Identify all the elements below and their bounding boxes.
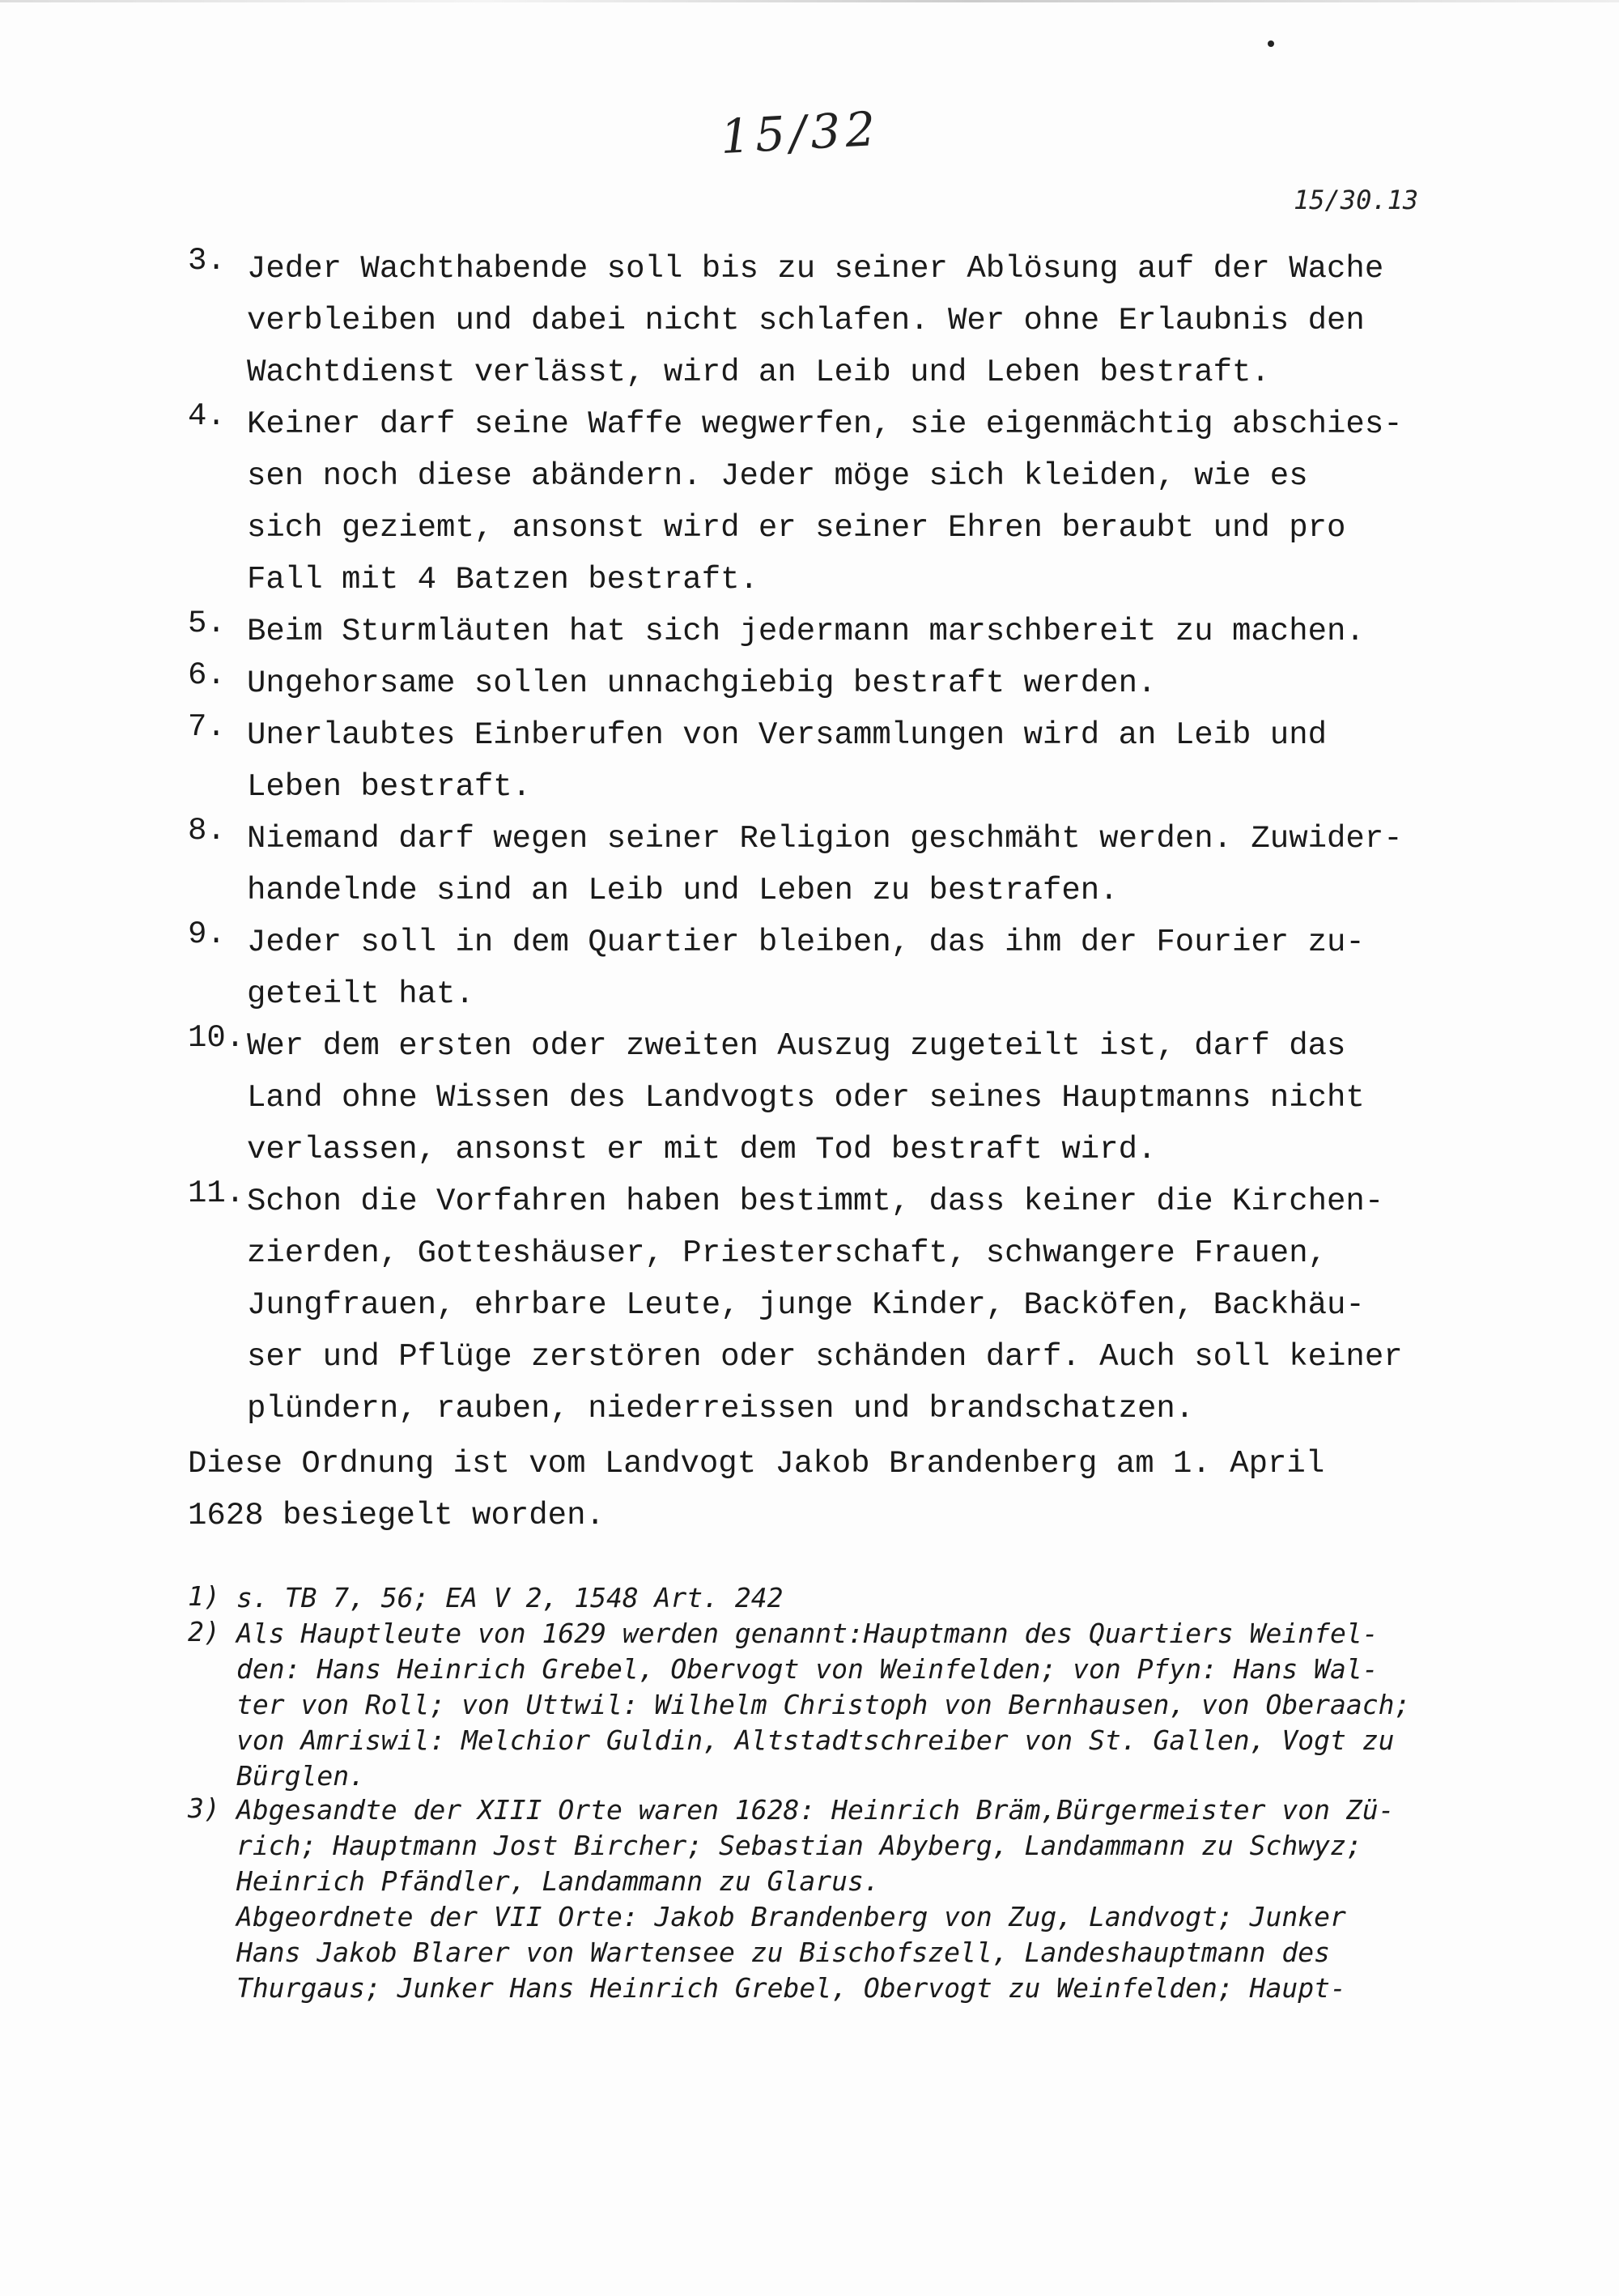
- footnote-number: 1): [188, 1580, 220, 1612]
- item-number: 11.: [188, 1176, 245, 1211]
- item-number: 10.: [188, 1020, 245, 1056]
- footnote-number: 3): [188, 1792, 220, 1824]
- footnote-line: s. TB 7, 56; EA V 2, 1548 Art. 242: [236, 1582, 784, 1614]
- item-line: Leben bestraft.: [247, 769, 532, 805]
- item-line: Jeder soll in dem Quartier bleiben, das ihm der Fourier zu-: [247, 925, 1365, 960]
- item-line: geteilt hat.: [247, 976, 474, 1012]
- item-line: zierden, Gotteshäuser, Priesterschaft, schwangere Frauen,: [247, 1235, 1328, 1271]
- item-line: Fall mit 4 Batzen bestraft.: [247, 562, 759, 597]
- item-line: verbleiben und dabei nicht schlafen. Wer ohne Erlaubnis den: [247, 303, 1365, 338]
- item-line: Jungfrauen, ehrbare Leute, junge Kinder, Backöfen, Backhäu-: [247, 1287, 1365, 1323]
- item-line: verlassen, ansonst er mit dem Tod bestraft wird.: [247, 1132, 1157, 1167]
- footnote-line: Bürglen.: [236, 1760, 365, 1792]
- footnote-line: Heinrich Pfändler, Landammann zu Glarus.: [236, 1865, 880, 1897]
- item-line: Unerlaubtes Einberufen von Versammlungen wird an Leib und: [247, 717, 1328, 753]
- item-line: Wachtdienst verlässt, wird an Leib und Leben bestraft.: [247, 355, 1270, 390]
- item-number: 9.: [188, 916, 226, 952]
- item-line: Land ohne Wissen des Landvogts oder seines Hauptmanns nicht: [247, 1080, 1365, 1116]
- scan-dot: [1268, 40, 1274, 47]
- item-line: ser und Pflüge zerstören oder schänden darf. Auch soll keiner: [247, 1339, 1403, 1375]
- footnote-line: Abgeordnete der VII Orte: Jakob Brandenberg von Zug, Landvogt; Junker: [236, 1901, 1346, 1932]
- item-line: sen noch diese abändern. Jeder möge sich kleiden, wie es: [247, 458, 1308, 494]
- scan-edge: [0, 0, 1619, 2]
- closing-line: 1628 besiegelt worden.: [188, 1498, 605, 1533]
- item-number: 6.: [188, 657, 226, 693]
- page-reference: 15/30.13: [1294, 185, 1419, 215]
- item-line: Wer dem ersten oder zweiten Auszug zugeteilt ist, darf das: [247, 1028, 1346, 1064]
- item-number: 8.: [188, 813, 226, 848]
- closing-line: Diese Ordnung ist vom Landvogt Jakob Brandenberg am 1. April: [188, 1446, 1325, 1482]
- item-line: Keiner darf seine Waffe wegwerfen, sie eigenmächtig abschies-: [247, 406, 1403, 442]
- item-line: Schon die Vorfahren haben bestimmt, dass keiner die Kirchen-: [247, 1184, 1384, 1219]
- footnote-line: Abgesandte der XIII Orte waren 1628: Heinrich Bräm,Bürgermeister von Zü-: [236, 1794, 1395, 1826]
- footnote-number: 2): [188, 1616, 220, 1648]
- item-line: Niemand darf wegen seiner Religion geschmäht werden. Zuwider-: [247, 821, 1403, 857]
- closing-paragraph: [188, 1438, 1451, 1541]
- footnote-line: Hans Jakob Blarer von Wartensee zu Bischofszell, Landeshauptmann des: [236, 1937, 1331, 1968]
- item-line: handelnde sind an Leib und Leben zu bestrafen.: [247, 873, 1119, 908]
- footnote-line: von Amriswil: Melchior Guldin, Altstadtschreiber von St. Gallen, Vogt zu: [236, 1724, 1395, 1756]
- item-number: 5.: [188, 606, 226, 641]
- item-line: Jeder Wachthabende soll bis zu seiner Ablösung auf der Wache: [247, 251, 1384, 287]
- item-line: Ungehorsame sollen unnachgiebig bestraft werden.: [247, 665, 1157, 701]
- footnote-line: rich; Hauptmann Jost Bircher; Sebastian Abyberg, Landammann zu Schwyz;: [236, 1830, 1362, 1861]
- item-line: Beim Sturmläuten hat sich jedermann marschbereit zu machen.: [247, 614, 1365, 649]
- footnote-line: Thurgaus; Junker Hans Heinrich Grebel, Obervogt zu Weinfelden; Haupt-: [236, 1972, 1346, 2004]
- footnote-line: ter von Roll; von Uttwil: Wilhelm Christoph von Bernhausen, von Oberaach;: [236, 1689, 1411, 1720]
- item-number: 4.: [188, 398, 226, 434]
- footnote-line: Als Hauptleute von 1629 werden genannt:Hauptmann des Quartiers Weinfel-: [236, 1618, 1379, 1649]
- footnote-line: den: Hans Heinrich Grebel, Obervogt von Weinfelden; von Pfyn: Hans Wal-: [236, 1653, 1379, 1685]
- item-number: 3.: [188, 243, 226, 278]
- handwritten-page-number: 15/32: [719, 100, 882, 165]
- item-line: plündern, rauben, niederreissen und brandschatzen.: [247, 1391, 1195, 1426]
- item-number: 7.: [188, 709, 226, 745]
- item-line: sich geziemt, ansonst wird er seiner Ehren beraubt und pro: [247, 510, 1346, 546]
